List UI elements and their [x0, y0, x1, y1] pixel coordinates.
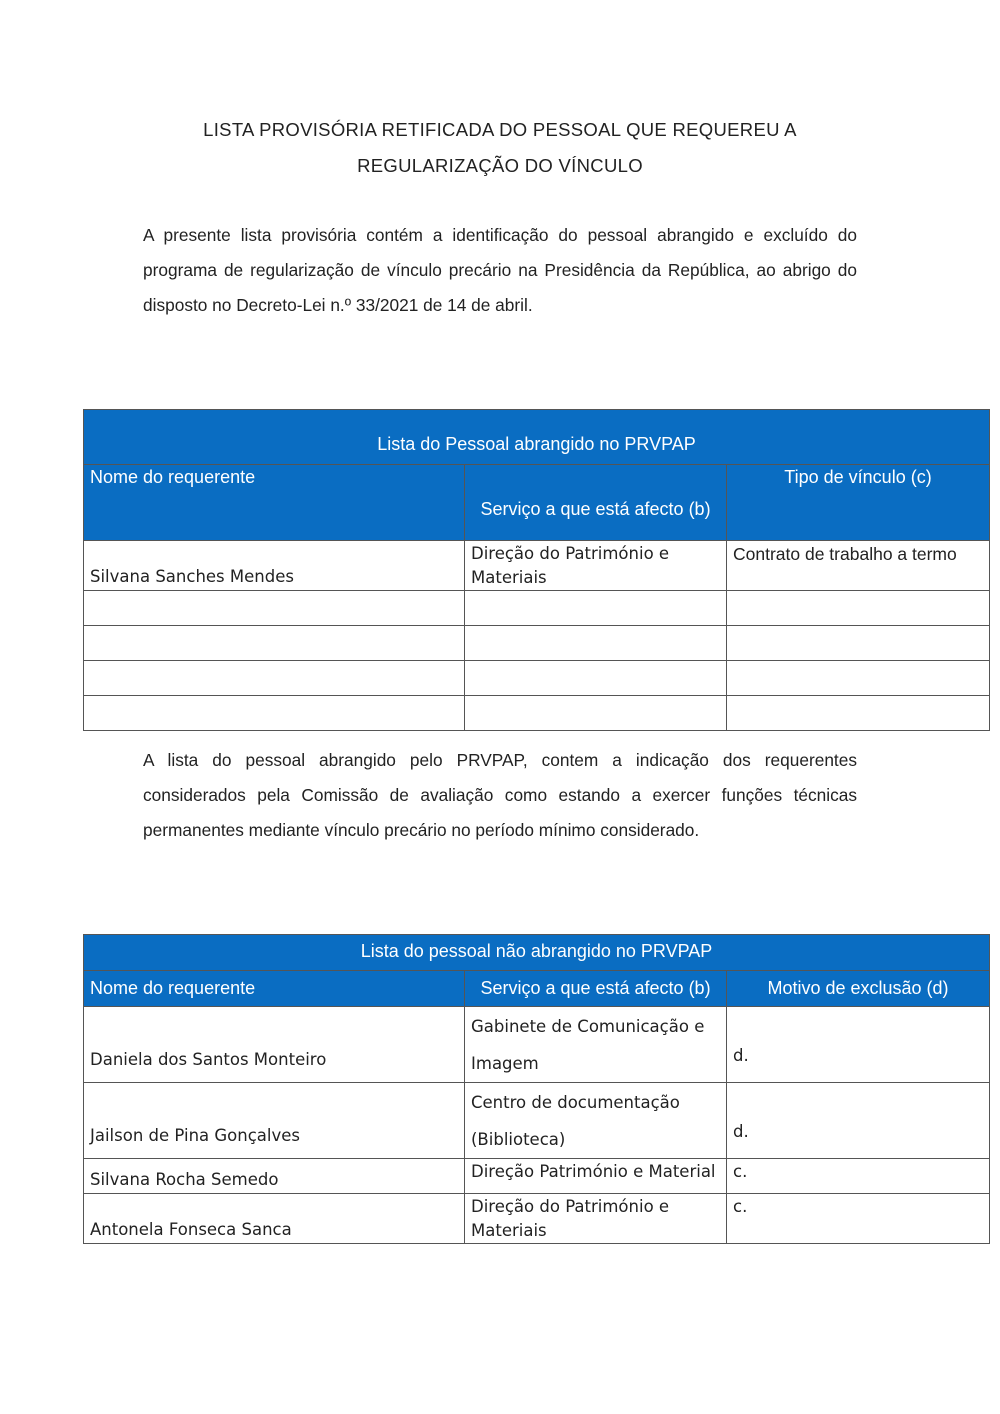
row-name: Daniela dos Santos Monteiro	[84, 1007, 465, 1083]
header-servico: Serviço a que está afecto (b)	[465, 971, 727, 1007]
table-abrangido-title: Lista do Pessoal abrangido no PRVPAP	[84, 410, 990, 465]
row-service-line-1: Centro de documentação	[471, 1093, 680, 1112]
row-service-line-2: Imagem	[471, 1054, 539, 1073]
intro-paragraph: A presente lista provisória contém a identificação do pessoal abrangido e excluído do programa de regularização de vínculo precário na Presidência da República, ao abrigo do disposto no Decreto-Lei n.º 33/2021 de 14 de abril.	[143, 225, 857, 315]
row-name: Antonela Fonseca Sanca	[84, 1194, 465, 1244]
row-name	[84, 626, 465, 661]
table-row	[84, 1194, 990, 1244]
table-row	[84, 1083, 990, 1159]
row-name	[84, 696, 465, 731]
row-service: Direção Património e Material	[465, 1159, 727, 1194]
table-abrangido-title-row	[84, 410, 990, 465]
row-name	[84, 591, 465, 626]
table-row	[84, 591, 990, 626]
table-abrangido	[83, 409, 990, 731]
row-service: Direção do Património e Materiais	[465, 1194, 727, 1244]
header-tipo-vinculo: Tipo de vínculo (c)	[727, 465, 990, 541]
row-name: Silvana Rocha Semedo	[84, 1159, 465, 1194]
header-motivo-exclusao: Motivo de exclusão (d)	[727, 971, 990, 1007]
table-row	[84, 541, 990, 591]
row-service	[465, 626, 727, 661]
table-row	[84, 661, 990, 696]
table-row	[84, 696, 990, 731]
table-abrangido-header-row	[84, 465, 990, 541]
row-service-line-1: Gabinete de Comunicação e	[471, 1017, 705, 1036]
row-reason: d.	[727, 1007, 990, 1083]
document-title-line-2: REGULARIZAÇÃO DO VÍNCULO	[357, 155, 643, 176]
row-type	[727, 696, 990, 731]
row-type	[727, 626, 990, 661]
table-row	[84, 1007, 990, 1083]
row-type	[727, 661, 990, 696]
row-service-line-2: (Biblioteca)	[471, 1130, 566, 1149]
table-nao-abrangido-header-row	[84, 971, 990, 1007]
row-type: Contrato de trabalho a termo	[727, 541, 990, 591]
table-nao-abrangido-title: Lista do pessoal não abrangido no PRVPAP	[84, 935, 990, 971]
table-nao-abrangido	[83, 934, 990, 1244]
header-nome-requerente: Nome do requerente	[84, 971, 465, 1007]
row-service	[465, 1007, 727, 1083]
row-reason: d.	[727, 1083, 990, 1159]
row-name: Silvana Sanches Mendes	[84, 541, 465, 591]
row-service	[465, 591, 727, 626]
header-nome-requerente: Nome do requerente	[84, 465, 465, 541]
middle-paragraph: A lista do pessoal abrangido pelo PRVPAP, contem a indicação dos requerentes considerados pela Comissão de avaliação como estando a exercer funções técnicas permanentes mediante vínculo precário no período mínimo considerado.	[143, 750, 857, 840]
table-nao-abrangido-title-row	[84, 935, 990, 971]
table-row	[84, 1159, 990, 1194]
row-service	[465, 661, 727, 696]
row-name	[84, 661, 465, 696]
row-service: Direção do Património e Materiais	[465, 541, 727, 591]
row-service	[465, 1083, 727, 1159]
row-reason: c.	[727, 1194, 990, 1244]
table-row	[84, 626, 990, 661]
row-service	[465, 696, 727, 731]
row-type	[727, 591, 990, 626]
document-title-line-1: LISTA PROVISÓRIA RETIFICADA DO PESSOAL QUE REQUEREU A	[203, 119, 797, 140]
row-reason: c.	[727, 1159, 990, 1194]
row-name: Jailson de Pina Gonçalves	[84, 1083, 465, 1159]
header-servico: Serviço a que está afecto (b)	[465, 465, 727, 541]
